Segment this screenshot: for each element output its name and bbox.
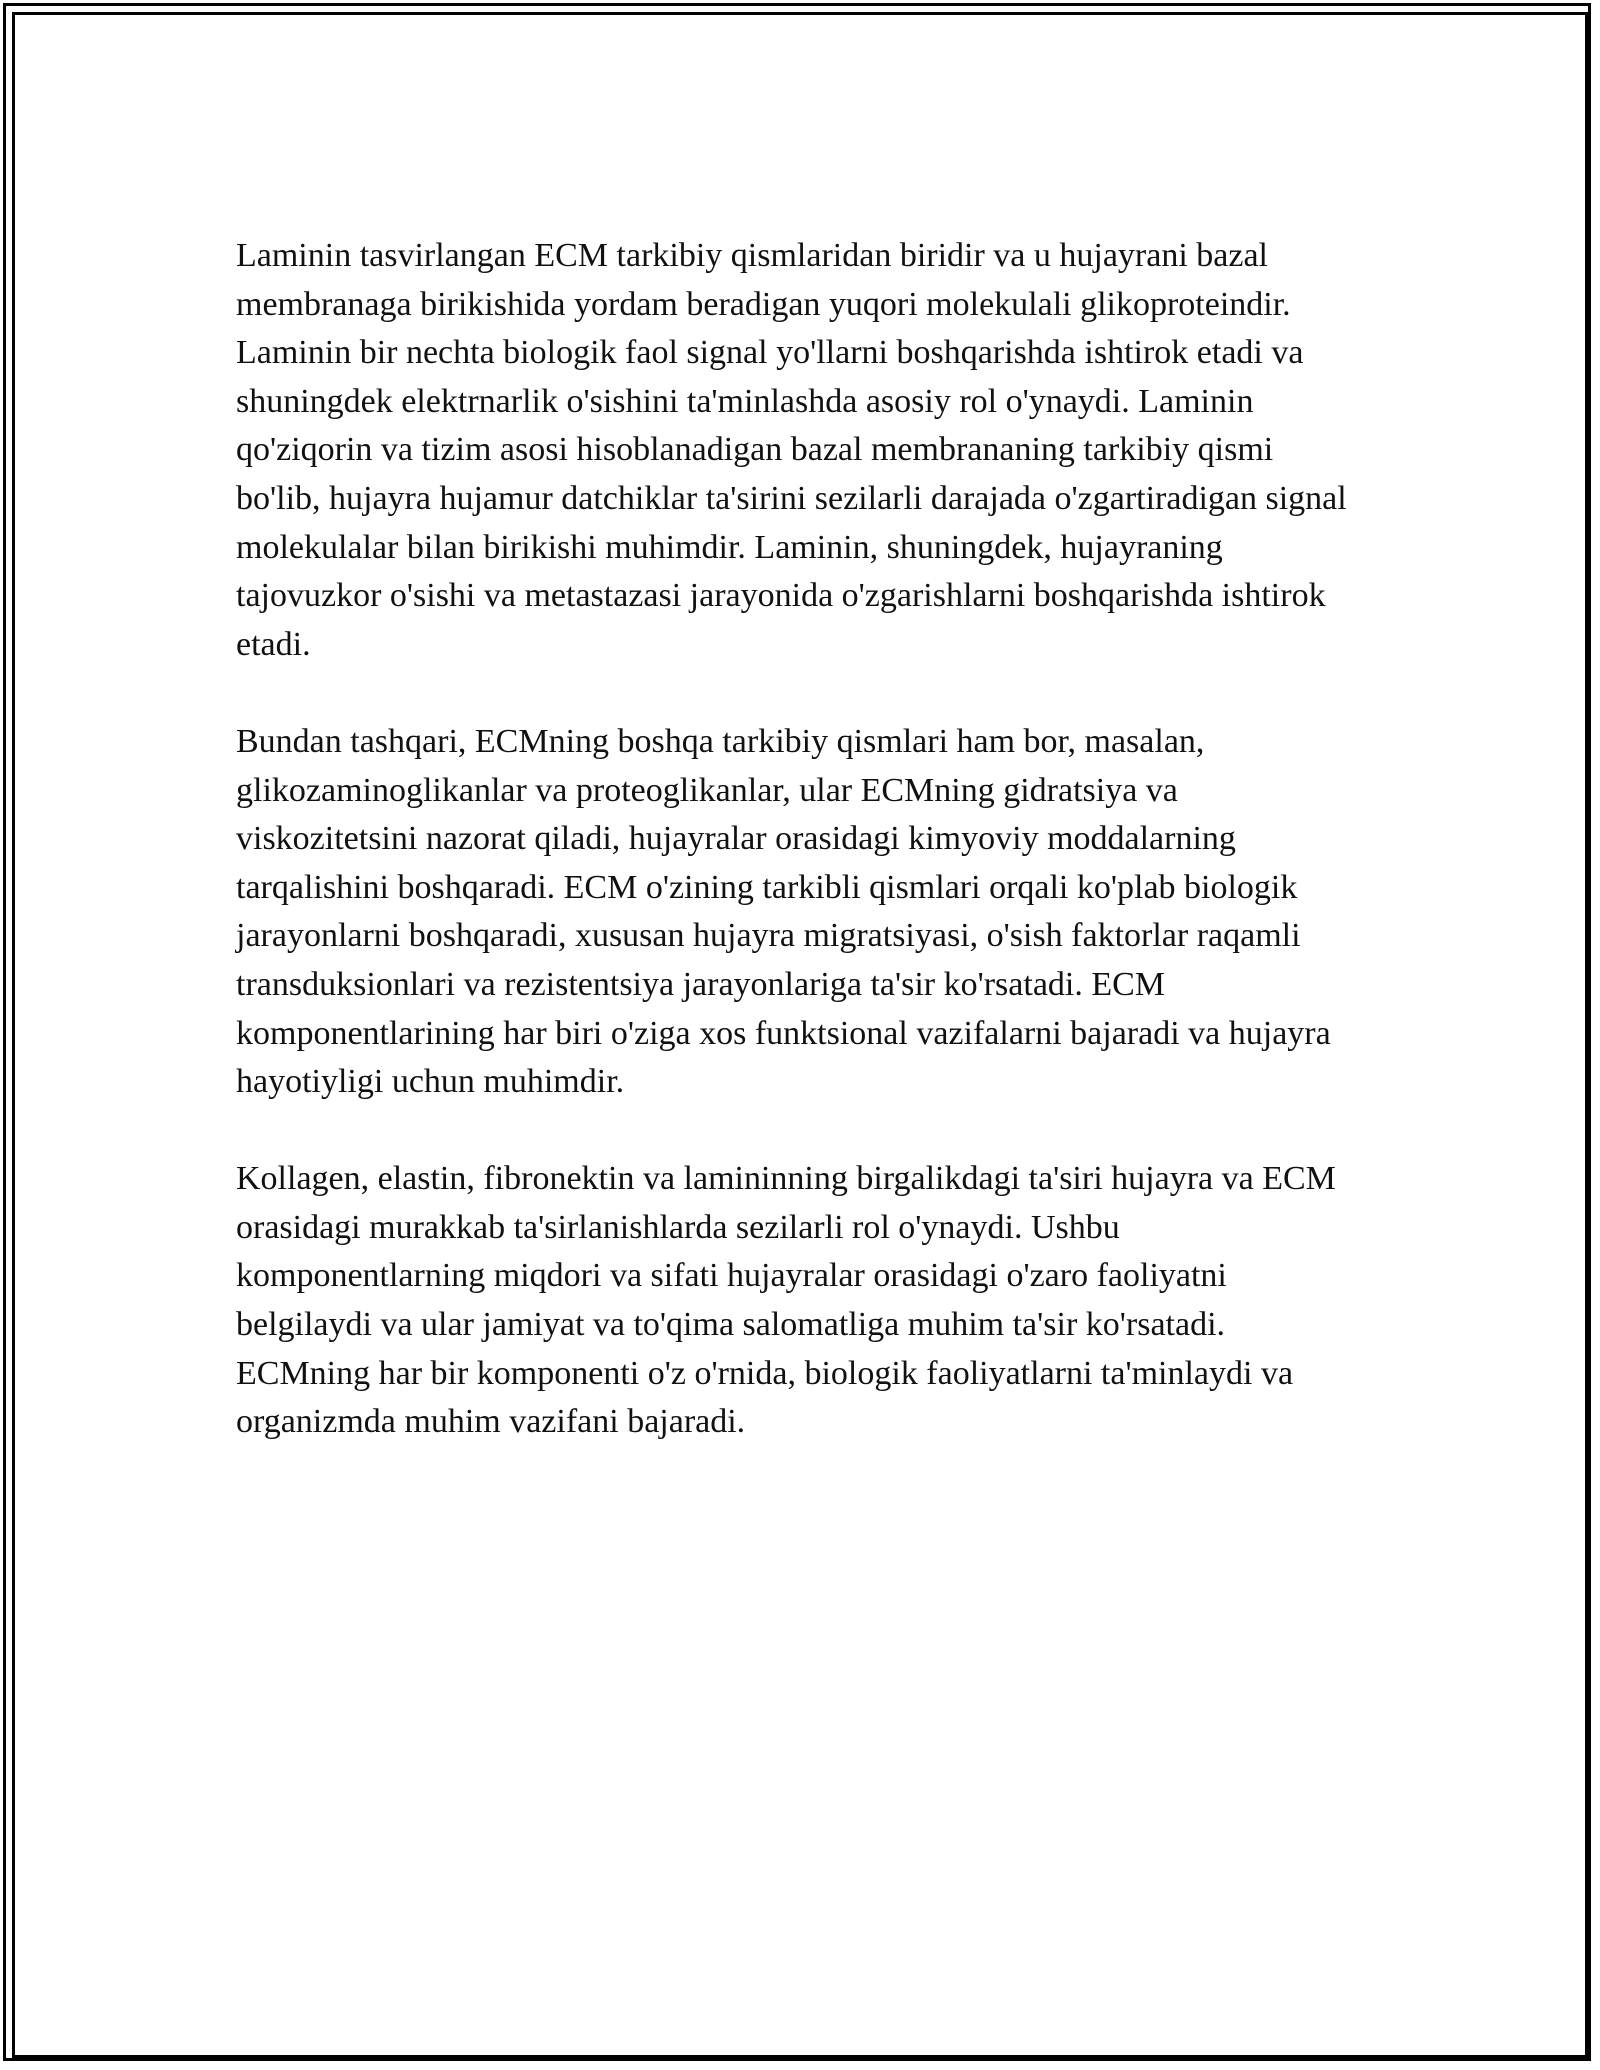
paragraph-laminin: Laminin tasvirlangan ECM tarkibiy qismlaridan biridir va u hujayrani bazal membranaga birikishida yordam beradigan yuqori molekulali glikoproteindir. Laminin bir nechta biologik faol signal yo'llarni boshqarishda ishtirok etadi va shuningdek elektrnarlik o'sishini ta'minlashda asosiy rol o'ynaydi. Laminin qo'ziqorin va tizim asosi hisoblanadigan bazal membrananing tarkibiy qismi bo'lib, hujayra hujamur datchiklar ta'sirini sezilarli darajada o'zgartiradigan signal molekulalar bilan birikishi muhimdir. Laminin, shuningdek, hujayraning tajovuzkor o'sishi va metastazasi jarayonida o'zgarishlarni boshqarishda ishtirok etadi. [236, 237, 1347, 663]
paragraph-combined-effects: Kollagen, elastin, fibronektin va lamininning birgalikdagi ta'siri hujayra va ECM orasidagi murakkab ta'sirlanishlarda sezilarli rol o'ynaydi. Ushbu komponentlarning miqdori va sifati hujayralar orasidagi o'zaro faoliyatni belgilaydi va ular jamiyat va to'qima salomatliga muhim ta'sir ko'rsatadi. ECMning har bir komponenti o'z o'rnida, biologik faoliyatlarni ta'minlaydi va organizmda muhim vazifani bajaradi. [236, 1160, 1336, 1441]
paragraph-ecm-components: Bundan tashqari, ECMning boshqa tarkibiy qismlari ham bor, masalan, glikozaminoglikanlar va proteoglikanlar, ular ECMning gidratsiya va viskozitetsini nazorat qiladi, hujayralar orasidagi kimyoviy moddalarning tarqalishini boshqaradi. ECM o'zining tarkibli qismlari orqali ko'plab biologik jarayonlarni boshqaradi, xususan hujayra migratsiyasi, o'sish faktorlar raqamli transduksionlari va rezistentsiya jarayonlariga ta'sir ko'rsatadi. ECM komponentlarining har biri o'ziga xos funktsional vazifalarni bajaradi va hujayra hayotiyligi uchun muhimdir. [236, 722, 1331, 1101]
document-body [236, 232, 1366, 1495]
